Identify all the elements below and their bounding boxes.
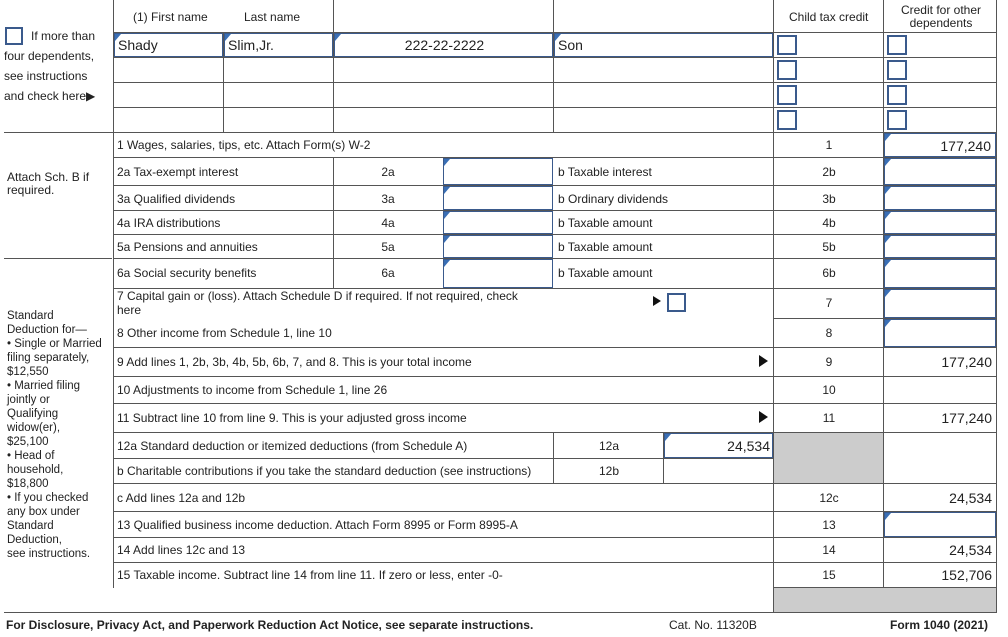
line-9-number: 9 <box>825 355 833 369</box>
line-3b-number: 3b <box>822 192 836 206</box>
sd-note-line: Standard <box>7 520 54 532</box>
divider <box>773 0 774 132</box>
sd-note-line: • If you checked <box>7 492 89 504</box>
divider <box>333 0 334 132</box>
line-15-label: 15 Taxable income. Subtract line 14 from line 11. If zero or less, enter -0- <box>117 568 503 582</box>
sd-note-line: see instructions. <box>7 548 91 560</box>
divider <box>113 210 997 211</box>
sd-note-line: $18,800 <box>7 478 49 490</box>
divider <box>113 483 997 484</box>
divider <box>113 185 997 186</box>
line-7-amount-field[interactable] <box>884 289 996 318</box>
line-12c-amount: 24,534 <box>949 490 992 506</box>
arrow-icon <box>759 355 768 367</box>
line-9-amount: 177,240 <box>941 354 992 370</box>
child-tax-credit-checkbox[interactable] <box>777 60 797 80</box>
shaded-area <box>774 588 996 612</box>
line-1-label: 1 Wages, salaries, tips, etc. Attach Form(s) W-2 <box>117 138 371 152</box>
line-5a-label: 5a Pensions and annuities <box>117 240 258 254</box>
divider <box>113 537 997 538</box>
arrow-icon <box>653 296 661 306</box>
dependent-last-name-value: Slim,Jr. <box>228 37 274 53</box>
line-4a-number: 4a <box>381 216 395 230</box>
dependent-relationship-field[interactable] <box>554 33 773 57</box>
line-12a-number: 12a <box>598 439 620 453</box>
line-4b-label: b Taxable amount <box>558 216 653 230</box>
line-13-number: 13 <box>822 518 836 532</box>
other-dependents-credit-checkbox[interactable] <box>887 110 907 130</box>
line-3b-label: b Ordinary dividends <box>558 192 669 206</box>
line-2a-label: 2a Tax-exempt interest <box>117 165 239 179</box>
line-3b-amount-field[interactable] <box>884 186 996 210</box>
divider <box>113 347 997 348</box>
line-7-checkbox[interactable] <box>667 293 686 312</box>
line-2a-number: 2a <box>381 165 395 179</box>
line-1-amount: 177,240 <box>940 138 991 154</box>
line-8-label: 8 Other income from Schedule 1, line 10 <box>117 326 332 340</box>
attach-sch-b-note: Attach Sch. B if required. <box>7 170 90 197</box>
footer-cat-no: Cat. No. 11320B <box>669 618 757 632</box>
section-divider <box>4 612 997 613</box>
line-12a-amount: 24,534 <box>727 438 770 454</box>
dependent-first-name-value: Shady <box>118 37 158 53</box>
line-11-number: 11 <box>822 411 836 425</box>
footer-notice: For Disclosure, Privacy Act, and Paperwork Reduction Act Notice, see separate instructions. <box>6 618 534 632</box>
divider <box>996 0 997 132</box>
line-3a-label: 3a Qualified dividends <box>117 192 236 206</box>
divider <box>113 107 997 108</box>
line-10-number: 10 <box>822 383 836 397</box>
line-10-label: 10 Adjustments to income from Schedule 1, line 26 <box>117 383 388 397</box>
divider <box>553 0 554 132</box>
line-4a-label: 4a IRA distributions <box>117 216 221 230</box>
line-4a-amount-field[interactable] <box>443 211 553 234</box>
divider <box>113 562 997 563</box>
line-6a-amount-field[interactable] <box>443 259 553 288</box>
line-7-number: 7 <box>825 296 833 310</box>
divider <box>113 0 114 132</box>
footer-form-name: Form 1040 (2021) <box>890 618 989 632</box>
header-child-tax-credit: Child tax credit <box>789 10 869 24</box>
more-than-four-text: If more than <box>31 29 96 43</box>
line-2b-label: b Taxable interest <box>558 165 652 179</box>
other-dependents-credit-checkbox[interactable] <box>887 85 907 105</box>
sd-note-line: $12,550 <box>7 366 49 378</box>
line-6b-amount-field[interactable] <box>884 259 996 288</box>
dependent-relationship-value: Son <box>558 37 583 53</box>
divider <box>113 157 997 158</box>
line-15-number: 15 <box>822 568 836 582</box>
child-tax-credit-checkbox[interactable] <box>777 85 797 105</box>
line-6a-label: 6a Social security benefits <box>117 266 257 280</box>
section-divider <box>4 132 997 133</box>
line-3a-amount-field[interactable] <box>443 186 553 210</box>
divider <box>996 132 997 612</box>
divider <box>113 82 997 83</box>
divider <box>113 258 997 259</box>
line-15-amount: 152,706 <box>941 567 992 583</box>
child-tax-credit-checkbox[interactable] <box>777 110 797 130</box>
sd-note-line: any box under <box>7 506 80 518</box>
line-6b-label: b Taxable amount <box>558 266 653 280</box>
line-5a-amount-field[interactable] <box>443 235 553 258</box>
dependent-last-name-field[interactable] <box>224 33 333 57</box>
sd-note-line: • Head of <box>7 450 55 462</box>
line-5a-number: 5a <box>381 240 395 254</box>
line-5b-number: 5b <box>822 240 836 254</box>
more-than-four-text: and check here▶ <box>4 89 96 103</box>
sd-note-line: • Married filing <box>7 380 81 392</box>
line-7-label: 7 Capital gain or (loss). Attach Schedule D if required. If not required, check <box>117 289 518 303</box>
line-1-amount-field[interactable] <box>884 133 996 157</box>
other-dependents-credit-checkbox[interactable] <box>887 35 907 55</box>
more-than-four-checkbox[interactable] <box>5 27 23 45</box>
line-7-label-cont: here <box>117 303 142 317</box>
more-than-four-text: four dependents, <box>4 49 95 63</box>
line-12c-label: c Add lines 12a and 12b <box>117 491 246 505</box>
line-14-number: 14 <box>822 543 836 557</box>
sd-note-line: Deduction for— <box>7 324 87 336</box>
divider <box>113 132 114 588</box>
line-4b-amount-field[interactable] <box>884 211 996 234</box>
line-13-label: 13 Qualified business income deduction. Attach Form 8995 or Form 8995-A <box>117 518 518 532</box>
divider <box>113 57 997 58</box>
line-5b-label: b Taxable amount <box>558 240 653 254</box>
line-2b-amount-field[interactable] <box>884 158 996 185</box>
line-12a-amount-field[interactable] <box>664 433 773 458</box>
sd-note-line: Deduction, <box>7 534 62 546</box>
sd-note-line: • Single or Married <box>7 338 102 350</box>
line-14-amount: 24,534 <box>949 542 992 558</box>
sd-note-line: $25,100 <box>7 436 49 448</box>
divider <box>113 511 997 512</box>
line-2a-amount-field[interactable] <box>443 158 553 185</box>
line-3a-number: 3a <box>381 192 395 206</box>
divider <box>113 234 997 235</box>
line-1-number: 1 <box>825 138 833 152</box>
sd-note-line: Qualifying <box>7 408 59 420</box>
line-9-label: 9 Add lines 1, 2b, 3b, 4b, 5b, 6b, 7, and 8. This is your total income <box>117 355 472 369</box>
sd-note-line: widow(er), <box>7 422 61 434</box>
divider <box>113 458 774 459</box>
header-first-name: (1) First name <box>133 10 208 24</box>
line-12c-number: 12c <box>819 491 839 505</box>
sd-note-line: household, <box>7 464 64 476</box>
header-credit-other-dependents: Credit for other dependents <box>900 3 982 30</box>
line-12b-label: b Charitable contributions if you take the standard deduction (see instructions) <box>117 464 532 478</box>
line-14-label: 14 Add lines 12c and 13 <box>117 543 246 557</box>
child-tax-credit-checkbox[interactable] <box>777 35 797 55</box>
line-8-number: 8 <box>825 326 833 340</box>
line-11-amount: 177,240 <box>941 410 992 426</box>
line-4b-number: 4b <box>822 216 836 230</box>
dependent-first-name-field[interactable] <box>114 33 223 57</box>
line-6b-number: 6b <box>822 266 836 280</box>
arrow-icon <box>759 411 768 423</box>
divider <box>883 0 884 132</box>
shaded-area <box>774 433 883 483</box>
line-8-amount-field[interactable] <box>884 319 996 347</box>
divider <box>113 376 997 377</box>
sd-note-line: jointly or <box>7 394 50 406</box>
sd-note-line: filing separately, <box>7 352 90 364</box>
dependent-ssn-value: 222-22-2222 <box>404 37 485 53</box>
more-than-four-text: see instructions <box>4 69 88 83</box>
line-2b-number: 2b <box>822 165 836 179</box>
divider <box>113 403 997 404</box>
dependent-ssn-field[interactable] <box>334 33 553 57</box>
line-6a-number: 6a <box>381 266 395 280</box>
line-5b-amount-field[interactable] <box>884 235 996 258</box>
line-12a-label: 12a Standard deduction or itemized deductions (from Schedule A) <box>117 439 468 453</box>
section-divider <box>4 258 112 259</box>
line-13-amount-field[interactable] <box>884 512 996 537</box>
header-last-name: Last name <box>244 10 301 24</box>
line-11-label: 11 Subtract line 10 from line 9. This is your adjusted gross income <box>117 411 467 425</box>
line-12b-number: 12b <box>598 464 620 478</box>
sd-note-line: Standard <box>7 310 54 322</box>
other-dependents-credit-checkbox[interactable] <box>887 60 907 80</box>
